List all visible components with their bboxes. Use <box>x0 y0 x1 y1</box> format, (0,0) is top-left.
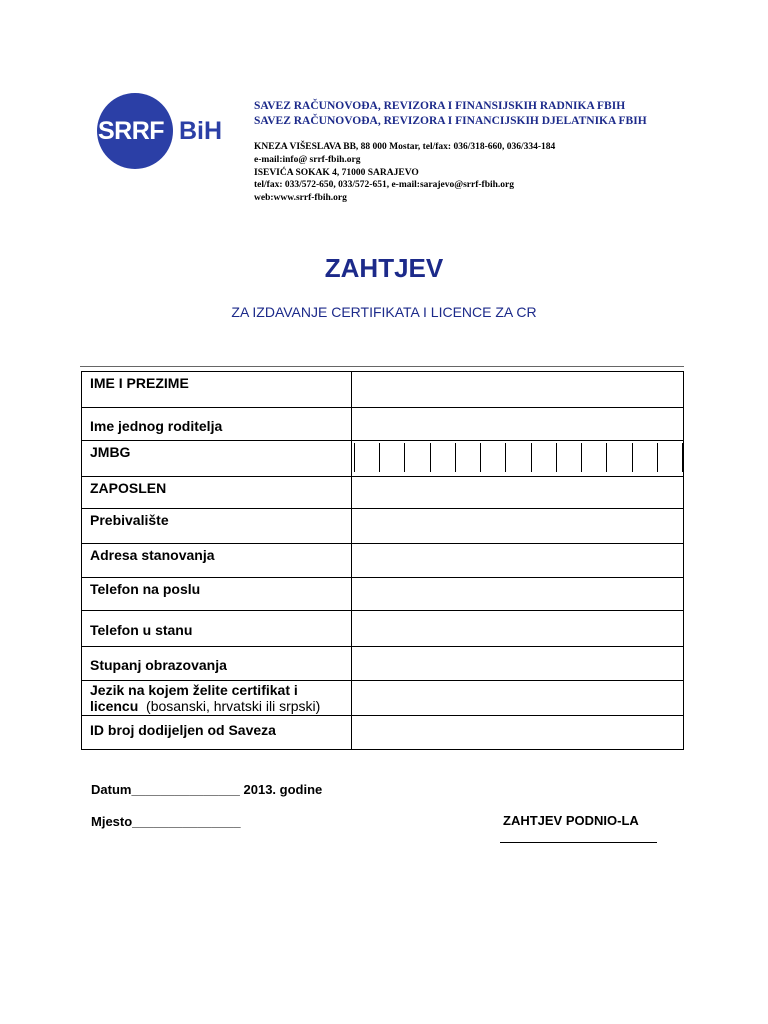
employer-field[interactable] <box>352 477 684 509</box>
parent-name-field[interactable] <box>352 408 684 441</box>
field-label: Telefon u stanu <box>82 611 352 647</box>
contact-line: KNEZA VIŠESLAVA BB, 88 000 Mostar, tel/fax: 036/318-660, 036/334-184 <box>254 142 556 152</box>
field-label <box>82 681 352 716</box>
field-label: Stupanj obrazovanja <box>82 647 352 681</box>
field-label: Prebivalište <box>82 509 352 544</box>
jmbg-field[interactable] <box>352 441 684 477</box>
digit-box[interactable] <box>607 443 632 472</box>
form-row <box>82 716 684 750</box>
field-label: Telefon na poslu <box>82 578 352 611</box>
digit-box[interactable] <box>481 443 506 472</box>
digit-box[interactable] <box>532 443 557 472</box>
digit-box[interactable] <box>506 443 531 472</box>
language-label-cont <box>90 698 351 714</box>
document-title: ZAHTJEV <box>324 253 444 283</box>
contact-line: ISEVIĆA SOKAK 4, 71000 SARAJEVO <box>254 167 419 178</box>
field-label: ID broj dodijeljen od Saveza <box>82 716 352 750</box>
date-line: Datum_______________ 2013. godine <box>91 782 323 797</box>
contact-info <box>254 141 555 205</box>
digit-box[interactable] <box>456 443 481 472</box>
org-name-line-2: SAVEZ RAČUNOVOĐA, REVIZORA I FINANCIJSKIH DJELATNIKA FBIH <box>254 115 647 127</box>
submitter-label: ZAHTJEV PODNIO-LA <box>503 813 639 828</box>
form-row <box>82 611 684 647</box>
signature-line[interactable] <box>500 842 657 843</box>
field-label: ZAPOSLEN <box>82 477 352 509</box>
field-label: Ime jednog roditelja <box>82 408 352 441</box>
svg-text:SRRF: SRRF <box>98 117 165 145</box>
digit-box[interactable] <box>582 443 607 472</box>
language-options: (bosanski, hrvatski ili srpski) <box>146 698 321 714</box>
form-row <box>82 477 684 509</box>
name-field[interactable] <box>352 372 684 408</box>
digit-box[interactable] <box>405 443 430 472</box>
form-row <box>82 408 684 441</box>
residence-field[interactable] <box>352 509 684 544</box>
place-line: Mjesto_______________ <box>91 814 241 829</box>
language-field[interactable] <box>352 681 684 716</box>
jmbg-digit-boxes <box>352 441 683 474</box>
organization-name <box>254 99 647 129</box>
field-label: Adresa stanovanja <box>82 544 352 578</box>
digit-box[interactable] <box>633 443 658 472</box>
digit-box[interactable] <box>557 443 582 472</box>
work-phone-field[interactable] <box>352 578 684 611</box>
application-form <box>81 371 684 750</box>
form-row <box>82 578 684 611</box>
document-subtitle: ZA IZDAVANJE CERTIFIKATA I LICENCE ZA CR <box>231 304 537 320</box>
contact-line: web:www.srrf-fbih.org <box>254 193 347 204</box>
field-label: JMBG <box>82 441 352 477</box>
digit-box[interactable] <box>380 443 405 472</box>
id-field[interactable] <box>352 716 684 750</box>
digit-box[interactable] <box>658 443 683 472</box>
field-label: IME I PREZIME <box>82 372 352 408</box>
language-label: Jezik na kojem želite certifikat i <box>90 682 298 698</box>
home-phone-field[interactable] <box>352 611 684 647</box>
form-row <box>82 647 684 681</box>
form-row <box>82 681 684 716</box>
svg-text:BiH: BiH <box>179 117 223 145</box>
divider <box>80 366 684 367</box>
education-field[interactable] <box>352 647 684 681</box>
form-row <box>82 544 684 578</box>
form-row <box>82 509 684 544</box>
form-row <box>82 372 684 408</box>
digit-box[interactable] <box>354 443 380 472</box>
contact-line: tel/fax: 033/572-650, 033/572-651, e-mail:sarajevo@srrf-fbih.org <box>254 180 515 191</box>
org-name-line-1: SAVEZ RAČUNOVOĐA, REVIZORA I FINANSIJSKIH RADNIKA FBIH <box>254 100 626 112</box>
digit-box[interactable] <box>431 443 456 472</box>
language-label-2: licencu <box>90 698 139 714</box>
form-row <box>82 441 684 477</box>
address-field[interactable] <box>352 544 684 578</box>
srrf-bih-logo <box>97 93 235 169</box>
contact-line: e-mail:info@ srrf-fbih.org <box>254 154 361 165</box>
